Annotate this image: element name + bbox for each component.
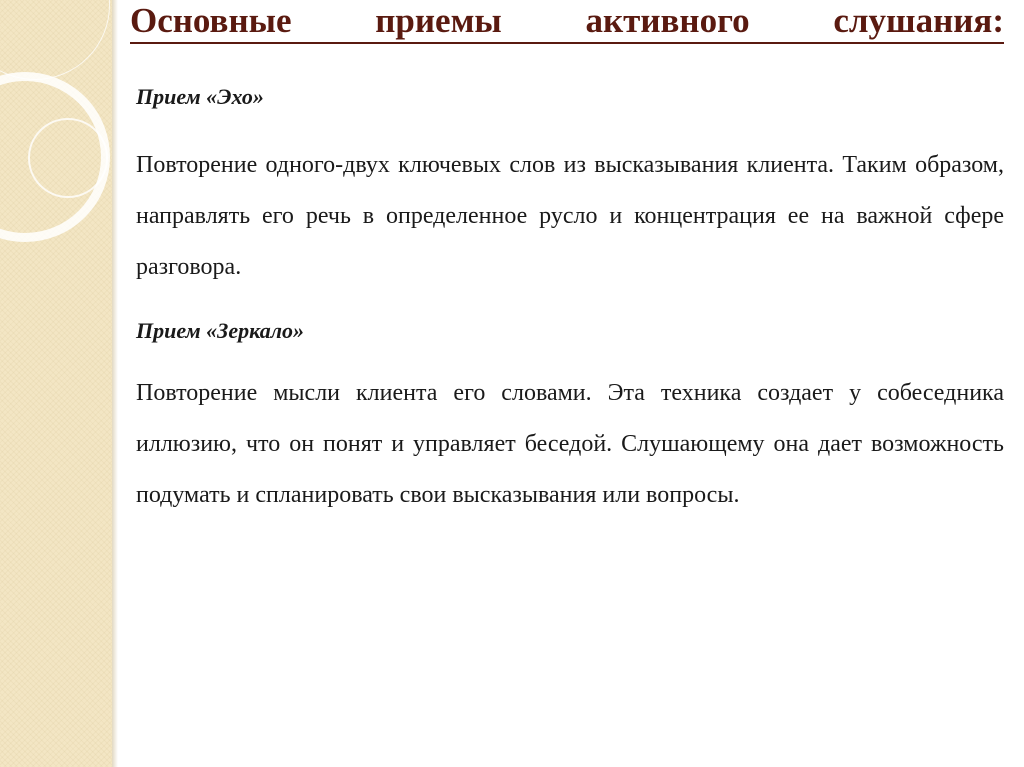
- decorative-ring-small: [28, 118, 108, 198]
- section-heading-mirror: Прием «Зеркало»: [136, 318, 304, 343]
- sidebar-shadow: [112, 0, 118, 767]
- slide-content: [136, 82, 1004, 521]
- section-text-mirror: Повторение мысли клиента его словами. Эта техника создает у собеседника иллюзию, что он понят и управляет беседой. Слушающему она дает возможность подумать и спланировать свои высказывания или вопросы.: [136, 380, 1004, 508]
- decorative-sidebar: [0, 0, 112, 767]
- section-heading-echo: Прием «Эхо»: [136, 84, 264, 109]
- slide-title: Основные приемы активного слушания:: [130, 0, 1004, 44]
- section-text-echo: Повторение одного-двух ключевых слов из высказывания клиента. Таким образом, направлять его речь в определенное русло и концентрация ее на важной сфере разговора.: [136, 152, 1004, 280]
- decorative-ring-top: [0, 0, 110, 80]
